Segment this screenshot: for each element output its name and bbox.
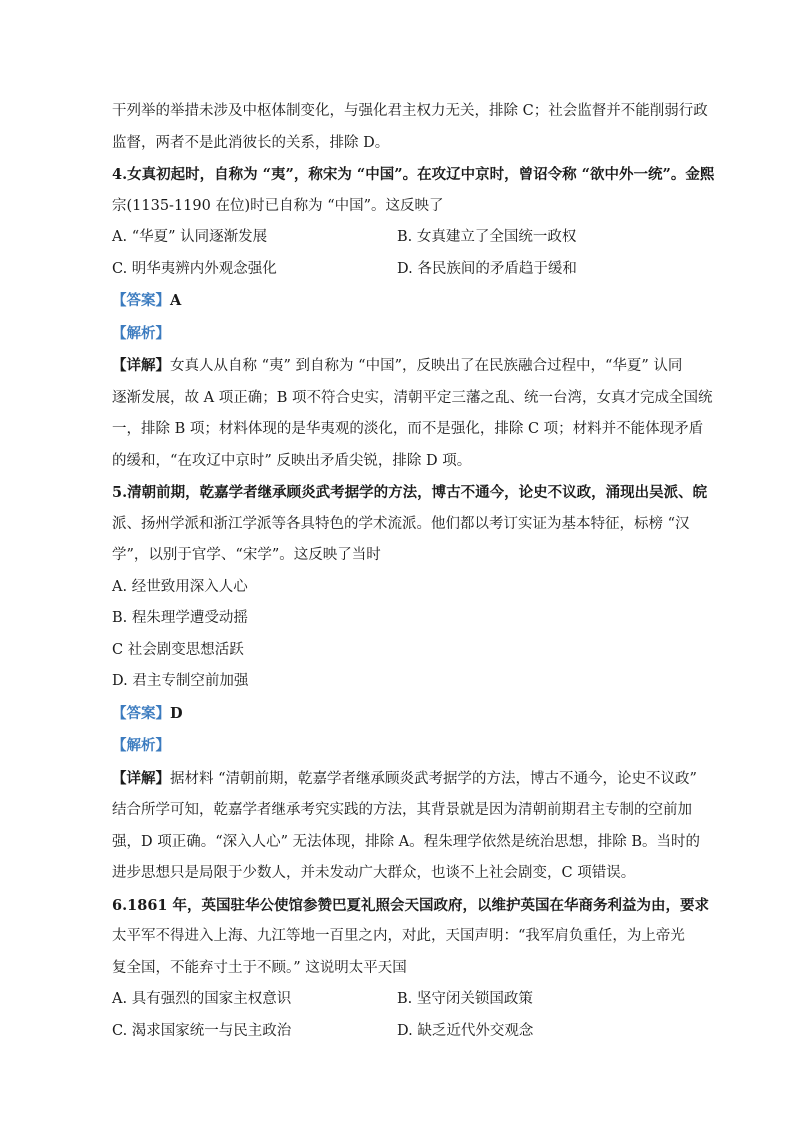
q4-detail-line: 逐渐发展，故 A 项正确；B 项不符合史实，清朝平定三藩之乱、统一台湾，女真才完成全国统 [112, 389, 713, 406]
q6-option-a: A. 具有强烈的国家主权意识 [112, 991, 292, 1007]
q5-option-c: C 社会剧变思想活跃 [112, 641, 244, 658]
q4-detail-line: 的缓和，“在攻辽中京时” 反映出矛盾尖锐，排除 D 项。 [112, 452, 472, 469]
q6-option-c: C. 渴求国家统一与民主政治 [112, 1022, 292, 1039]
q6-option-d: D. 缺乏近代外交观念 [397, 1022, 534, 1039]
answer-tag: 【答案】 [112, 292, 170, 309]
q5-detail-text: 据材料 “清朝前期，乾嘉学者继承顾炎武考据学的方法，博古不通今，论史不议政” [170, 770, 697, 787]
q4-options-row-1 [112, 222, 682, 254]
q5-analysis-line [112, 730, 682, 763]
q4-stem-line: 4.女真初起时，自称为 “夷”，称宋为 “中国”。在攻辽中京时，曾诏令称 “欲中外一统”。金熙 [112, 166, 715, 183]
answer-tag: 【答案】 [112, 704, 170, 722]
q4-detail-line [112, 350, 682, 383]
detail-tag: 【详解】 [112, 769, 170, 787]
q4-detail-line: 一，排除 B 项；材料体现的是华夷观的淡化，而不是强化，排除 C 项；材料并不能体现矛盾 [112, 421, 704, 437]
q5-detail-line: 进步思想只是局限于少数人，并未发动广大群众，也谈不上社会剧变，C 项错误。 [112, 865, 636, 881]
q4-analysis-line [112, 318, 682, 351]
q5-answer-value: D [170, 704, 183, 722]
q6-options-row-1 [112, 984, 682, 1016]
q5-stem-line: 派、扬州学派和浙江学派等各具特色的学术流派。他们都以考订实证为基本特征，标榜 “汉 [112, 515, 690, 532]
q6-stem-line: 6.1861 年，英国驻华公使馆参赞巴夏礼照会天国政府，以维护英国在华商务利益为由，要求 [112, 896, 710, 914]
q5-stem-line: 5.清朝前期，乾嘉学者继承顾炎武考据学的方法，博古不通今，论史不议政，涌现出吴派、皖 [112, 484, 708, 501]
q4-stem-line: 宗(1135-1190 在位)时已自称为 “中国”。这反映了 [112, 197, 444, 214]
analysis-tag: 【解析】 [112, 737, 170, 754]
q6-option-b: B. 坚守闭关锁国政策 [397, 991, 533, 1007]
q5-option-d: D. 君主专制空前加强 [112, 673, 249, 689]
q5-option-a: A. 经世致用深入人心 [112, 578, 248, 595]
q5-detail-line: 强，D 项正确。“深入人心” 无法体现，排除 A。程朱理学依然是统治思想，排除 B。当时的 [112, 833, 701, 850]
document-page [112, 96, 715, 1047]
intro-line: 干列举的举措未涉及中枢体制变化，与强化君主权力无关，排除 C；社会监督并不能削弱行政 [112, 103, 708, 119]
q4-answer-value: A [170, 292, 182, 309]
q4-option-c: C. 明华夷辨内外观念强化 [112, 260, 277, 277]
q6-stem-line: 复全国，不能弃寸土于不顾。” 这说明太平天国 [112, 959, 407, 976]
q5-detail-line: 结合所学可知，乾嘉学者继承考究实践的方法，其背景就是因为清朝前期君主专制的空前加 [112, 802, 692, 818]
q4-detail-text: 女真人从自称 “夷” 到自称为 “中国”，反映出了在民族融合过程中，“华夏” 认同 [170, 358, 683, 374]
q5-stem-line: 学”，以别于官学、“宋学”。这反映了当时 [112, 547, 381, 563]
q4-option-b: B. 女真建立了全国统一政权 [397, 229, 577, 245]
q4-option-d: D. 各民族间的矛盾趋于缓和 [397, 260, 577, 277]
q4-answer-line [112, 285, 682, 318]
q4-options-row-2 [112, 254, 682, 286]
analysis-tag: 【解析】 [112, 324, 170, 342]
q5-answer-line [112, 698, 682, 731]
intro-line: 监督，两者不是此消彼长的关系，排除 D。 [112, 134, 390, 151]
q4-option-a: A. “华夏” 认同逐渐发展 [112, 229, 268, 245]
q6-stem-line: 太平军不得进入上海、九江等地一百里之内，对此，天国声明：“我军肩负重任，为上帝光 [112, 928, 685, 944]
q5-option-b: B. 程朱理学遭受动摇 [112, 610, 248, 626]
detail-tag: 【详解】 [112, 357, 170, 374]
q5-detail-line [112, 763, 697, 796]
q6-options-row-2 [112, 1016, 682, 1048]
